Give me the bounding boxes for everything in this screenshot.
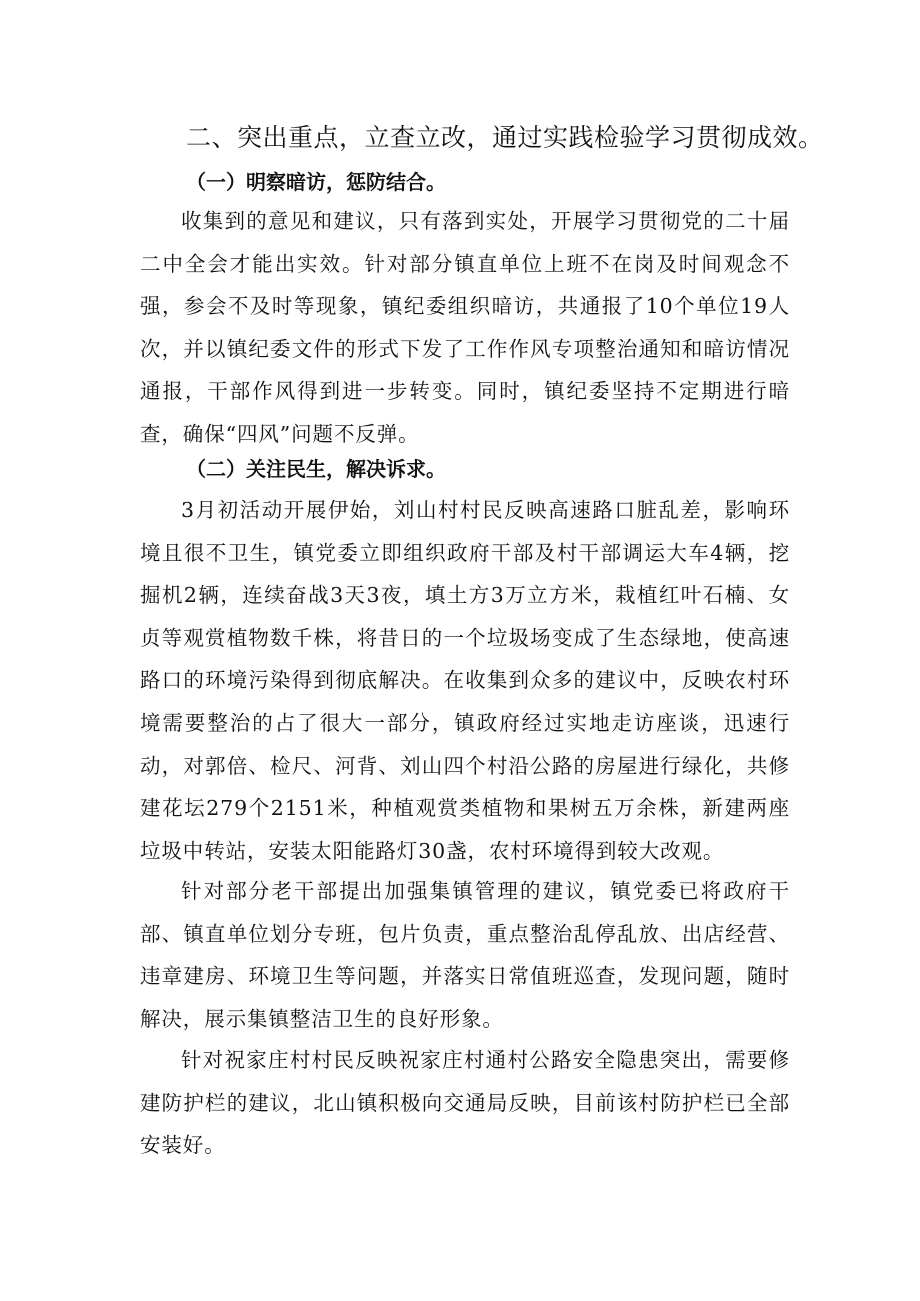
paragraph-highway-cleanup: 3月初活动开展伊始，刘山村村民反映高速路口脏乱差，影响环境且很不卫生，镇党委立即组织政府干部及村干部调运大车4辆，挖掘机2辆，连续奋战3天3夜，填土方3万立方米，栽植红叶石楠、女贞等观赏植物数千株，将昔日的一个垃圾场变成了生态绿地，使高速路口的环境污染得到彻底解决。在收集到众多的建议中，反映农村环境需要整治的占了很大一部分，镇政府经过实地走访座谈，迅速行动，对郭倍、检尺、河背、刘山四个村沿公路的房屋进行绿化，共修建花坛279个2151米，种植观赏类植物和果树五万余株，新建两座垃圾中转站，安装太阳能路灯30盏，农村环境得到较大改观。 xyxy=(140,498,790,863)
subsection-title-1: （一）明察暗访，惩防结合。 xyxy=(186,170,446,194)
paragraph-inspections: 收集到的意见和建议，只有落到实处，开展学习贯彻党的二十届二中全会才能出实效。针对部分镇直单位上班不在岗及时间观念不强，参会不及时等现象，镇纪委组织暗访，共通报了10个单位19人次，并以镇纪委文件的形式下发了工作作风专项整治通知和暗访情况通报，干部作风得到进一步转变。同时，镇纪委坚持不定期进行暗查，确保“四风”问题不反弹。 xyxy=(140,209,790,446)
subsection-title-2: （二）关注民生，解决诉求。 xyxy=(186,457,446,481)
section-heading: 二、突出重点，立查立改，通过实践检验学习贯彻成效。 xyxy=(186,123,824,152)
paragraph-town-management: 针对部分老干部提出加强集镇管理的建议，镇党委已将政府干部、镇直单位划分专班，包片负责，重点整治乱停乱放、出店经营、违章建房、环境卫生等问题，并落实日常值班巡查，发现问题，随时解决，展示集镇整洁卫生的良好形象。 xyxy=(140,879,790,1031)
paragraph-guardrails: 针对祝家庄村村民反映祝家庄村通村公路安全隐患突出，需要修建防护栏的建议，北山镇积极向交通局反映，目前该村防护栏已全部安装好。 xyxy=(140,1048,790,1158)
